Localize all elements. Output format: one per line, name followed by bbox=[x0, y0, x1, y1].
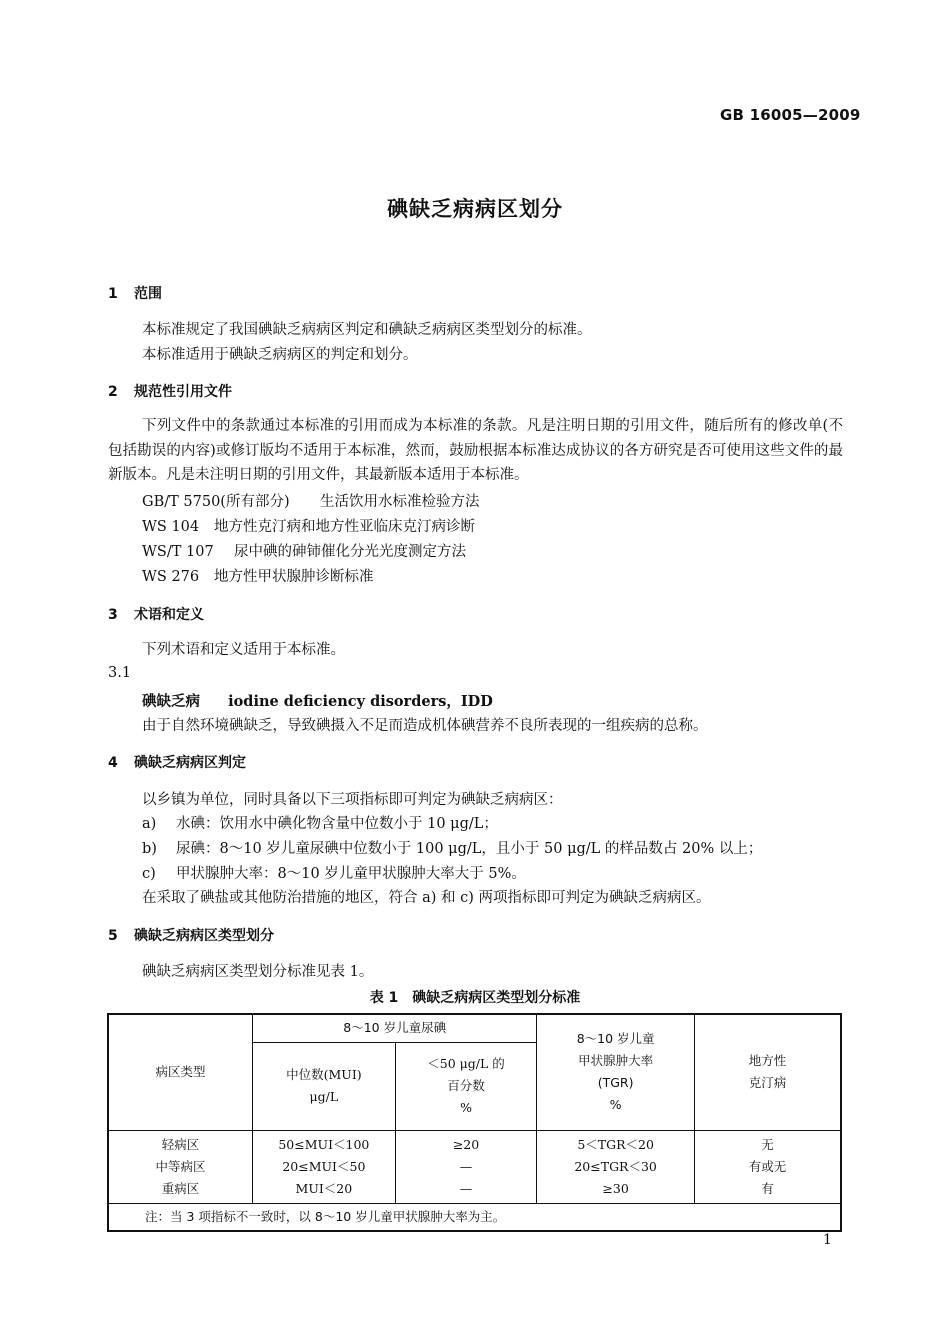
reference-item bbox=[142, 515, 475, 536]
cell-area-type bbox=[108, 1130, 253, 1203]
header-percent bbox=[395, 1042, 537, 1130]
section-number: 3 bbox=[108, 607, 118, 623]
table-caption: 表 1 碘缺乏病病区类型划分标准 bbox=[369, 990, 581, 1006]
paragraph: 下列术语和定义适用于本标准。 bbox=[142, 642, 345, 658]
term-entry bbox=[142, 690, 493, 711]
header-line: % bbox=[460, 1100, 472, 1115]
section-title: 碘缺乏病病区类型划分 bbox=[134, 928, 274, 944]
list-text: 尿碘：8～10 岁儿童尿碘中位数小于 100 μg/L，且小于 50 μg/L 的样品数占 20% 以上； bbox=[176, 841, 763, 857]
section-5-heading bbox=[108, 925, 274, 945]
table-cell: 50≤MUI＜100 bbox=[278, 1136, 370, 1152]
paragraph: 以乡镇为单位，同时具备以下三项指标即可判定为碘缺乏病病区： bbox=[142, 792, 563, 808]
section-4-heading bbox=[108, 752, 246, 772]
list-label: b) bbox=[142, 841, 157, 857]
header-line: 地方性 bbox=[748, 1053, 787, 1069]
table-cell: ≥20 bbox=[452, 1136, 480, 1152]
header-line: 中位数(MUI) bbox=[286, 1067, 362, 1082]
table-cell: — bbox=[459, 1180, 473, 1196]
header-urine-iodine: 8～10 岁儿童尿碘 bbox=[253, 1014, 537, 1042]
paragraph: 碘缺乏病病区类型划分标准见表 1。 bbox=[142, 964, 374, 980]
table-note: 注：当 3 项指标不一致时，以 8～10 岁儿童甲状腺肿大率为主。 bbox=[108, 1203, 841, 1231]
term-definition: 由于自然环境碘缺乏，导致碘摄入不足而造成机体碘营养不良所表现的一组疾病的总称。 bbox=[142, 718, 708, 734]
header-line: 百分数 bbox=[447, 1078, 485, 1093]
header-area-type: 病区类型 bbox=[108, 1014, 253, 1130]
list-text: 甲状腺肿大率：8～10 岁儿童甲状腺肿大率大于 5%。 bbox=[176, 866, 526, 882]
section-2-heading bbox=[108, 381, 232, 401]
list-item bbox=[142, 812, 498, 833]
table-cell: 20≤TGR＜30 bbox=[574, 1158, 657, 1174]
header-line: ＜50 μg/L 的 bbox=[427, 1056, 505, 1071]
cell-mui bbox=[253, 1130, 396, 1203]
reference-name: 地方性克汀病和地方性亚临床克汀病诊断 bbox=[214, 519, 475, 535]
table-cell: 重病区 bbox=[161, 1180, 200, 1196]
list-label: a) bbox=[142, 816, 157, 832]
reference-item bbox=[142, 540, 466, 561]
reference-name: 生活饮用水标准检验方法 bbox=[320, 494, 480, 510]
table-cell: 有或无 bbox=[748, 1158, 787, 1174]
reference-code: GB/T 5750(所有部分) bbox=[142, 494, 290, 510]
table-cell: 有 bbox=[761, 1180, 774, 1196]
section-number: 1 bbox=[108, 286, 118, 302]
section-title: 碘缺乏病病区判定 bbox=[134, 755, 246, 771]
term-chinese: 碘缺乏病 bbox=[142, 694, 200, 710]
list-text: 水碘：饮用水中碘化物含量中位数小于 10 μg/L； bbox=[176, 816, 498, 832]
list-item bbox=[142, 862, 526, 883]
header-line: 8～10 岁儿童 bbox=[576, 1031, 655, 1047]
standard-number: GB 16005—2009 bbox=[720, 106, 861, 124]
paragraph: 本标准规定了我国碘缺乏病病区判定和碘缺乏病病区类型划分的标准。 bbox=[142, 322, 592, 338]
paragraph: 在采取了碘盐或其他防治措施的地区，符合 a) 和 c) 两项指标即可判定为碘缺乏病病区。 bbox=[142, 890, 711, 906]
list-item bbox=[142, 837, 762, 858]
section-number: 2 bbox=[108, 384, 118, 400]
table-cell: MUI＜20 bbox=[295, 1180, 353, 1196]
header-tgr bbox=[537, 1014, 695, 1130]
term-english: iodine deficiency disorders，IDD bbox=[228, 693, 493, 710]
header-cretinism bbox=[694, 1014, 841, 1130]
cell-tgr bbox=[537, 1130, 695, 1203]
header-line: 甲状腺肿大率 bbox=[578, 1053, 654, 1069]
reference-name: 尿中碘的砷铈催化分光光度测定方法 bbox=[234, 544, 466, 560]
table-cell: 20≤MUI＜50 bbox=[282, 1158, 366, 1174]
cell-cretinism bbox=[694, 1130, 841, 1203]
table-cell: 5＜TGR＜20 bbox=[577, 1136, 654, 1152]
section-title: 规范性引用文件 bbox=[134, 384, 232, 400]
section-3-heading bbox=[108, 604, 204, 624]
table-note-row bbox=[108, 1203, 841, 1231]
paragraph: 下列文件中的条款通过本标准的引用而成为本标准的条款。凡是注明日期的引用文件，随后所有的修改单(不包括勘误的内容)或修订版均不适用于本标准，然而，鼓励根据本标准达成协议的各方研究是否可使用这些文件的最新版本。凡是未注明日期的引用文件，其最新版本适用于本标准。 bbox=[108, 418, 843, 483]
reference-name: 地方性甲状腺肿诊断标准 bbox=[214, 569, 374, 585]
classification-table bbox=[107, 1013, 842, 1232]
table-cell: ≥30 bbox=[602, 1180, 629, 1196]
list-label: c) bbox=[142, 866, 156, 882]
reference-code: WS 276 bbox=[142, 569, 200, 585]
header-line: (TGR) bbox=[597, 1075, 634, 1091]
reference-item bbox=[142, 490, 480, 511]
cell-percent bbox=[395, 1130, 537, 1203]
paragraph: 本标准适用于碘缺乏病病区的判定和划分。 bbox=[142, 347, 418, 363]
document-title: 碘缺乏病病区划分 bbox=[387, 197, 563, 221]
table-cell: — bbox=[459, 1158, 473, 1174]
subsection-number: 3.1 bbox=[108, 665, 132, 681]
section-title: 术语和定义 bbox=[134, 607, 204, 623]
section-number: 5 bbox=[108, 928, 118, 944]
header-line: % bbox=[609, 1097, 622, 1113]
header-mui bbox=[253, 1042, 396, 1130]
reference-code: WS 104 bbox=[142, 519, 200, 535]
section-1-heading bbox=[108, 283, 162, 303]
table-cell: 无 bbox=[761, 1136, 774, 1152]
page-number: 1 bbox=[823, 1232, 832, 1248]
reference-item bbox=[142, 565, 374, 586]
table-cell: 轻病区 bbox=[161, 1136, 200, 1152]
table-body bbox=[108, 1130, 841, 1203]
table-header-row bbox=[108, 1014, 841, 1042]
section-number: 4 bbox=[108, 755, 118, 771]
section-title: 范围 bbox=[134, 286, 162, 302]
header-line: μg/L bbox=[309, 1089, 339, 1104]
table-cell: 中等病区 bbox=[155, 1158, 206, 1174]
reference-code: WS/T 107 bbox=[142, 544, 214, 560]
header-line: 克汀病 bbox=[748, 1075, 787, 1091]
